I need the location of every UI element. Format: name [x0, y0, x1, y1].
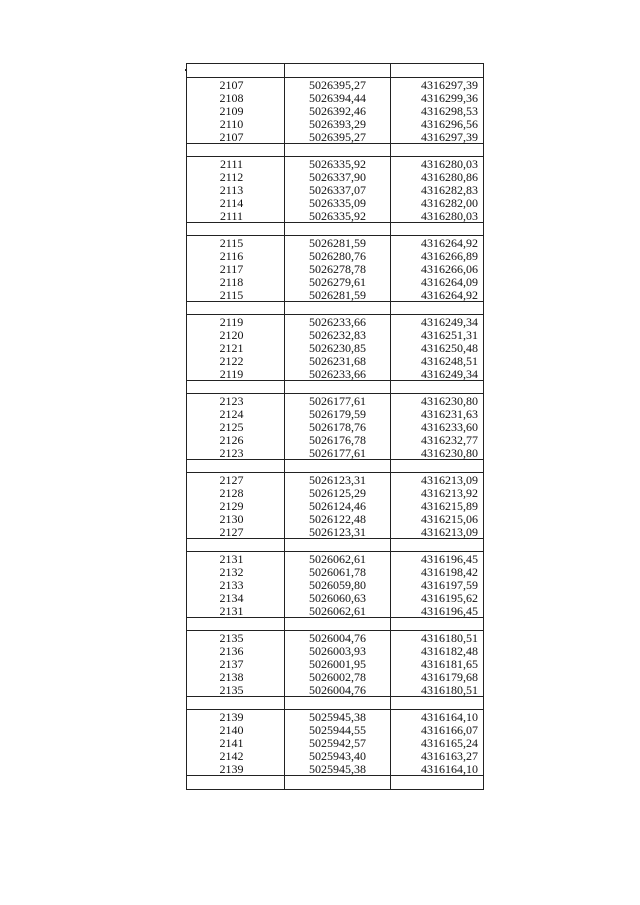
- y-coordinate-cell: 4316299,36: [391, 91, 484, 104]
- empty-cell: [391, 64, 484, 78]
- point-id-cell: 2117: [187, 262, 285, 275]
- x-coordinate-cell: 5026061,78: [285, 565, 391, 578]
- group-separator-row: [187, 460, 484, 473]
- table-row: [187, 710, 484, 724]
- group-separator-row: [187, 381, 484, 394]
- empty-cell: [285, 302, 391, 315]
- y-coordinate-cell: 4316230,80: [391, 446, 484, 460]
- empty-cell: [391, 144, 484, 157]
- x-coordinate-cell: 5026059,80: [285, 578, 391, 591]
- point-id-cell: 2123: [187, 394, 285, 408]
- x-coordinate-cell: 5026335,92: [285, 209, 391, 223]
- y-coordinate-cell: 4316233,60: [391, 420, 484, 433]
- x-coordinate-cell: 5026278,78: [285, 262, 391, 275]
- empty-cell: [285, 618, 391, 631]
- point-id-cell: 2133: [187, 578, 285, 591]
- point-id-cell: 2139: [187, 762, 285, 776]
- x-coordinate-cell: 5026392,46: [285, 104, 391, 117]
- table-row: [187, 762, 484, 776]
- table-row: [187, 328, 484, 341]
- point-id-cell: 2138: [187, 670, 285, 683]
- point-id-cell: 2128: [187, 486, 285, 499]
- point-id-cell: 2127: [187, 525, 285, 539]
- empty-cell: [285, 144, 391, 157]
- point-id-cell: 2112: [187, 170, 285, 183]
- table-row: [187, 407, 484, 420]
- point-id-cell: 2137: [187, 657, 285, 670]
- x-coordinate-cell: 5026176,78: [285, 433, 391, 446]
- empty-cell: [391, 776, 484, 790]
- x-coordinate-cell: 5026232,83: [285, 328, 391, 341]
- point-id-cell: 2119: [187, 367, 285, 381]
- x-coordinate-cell: 5026003,93: [285, 644, 391, 657]
- point-id-cell: 2118: [187, 275, 285, 288]
- point-id-cell: 2135: [187, 683, 285, 697]
- table-row: [187, 262, 484, 275]
- y-coordinate-cell: 4316196,45: [391, 604, 484, 618]
- table-row: [187, 249, 484, 262]
- point-id-cell: 2125: [187, 420, 285, 433]
- y-coordinate-cell: 4316180,51: [391, 631, 484, 645]
- y-coordinate-cell: 4316165,24: [391, 736, 484, 749]
- y-coordinate-cell: 4316231,63: [391, 407, 484, 420]
- y-coordinate-cell: 4316213,92: [391, 486, 484, 499]
- empty-cell: [187, 697, 285, 710]
- x-coordinate-cell: 5026123,31: [285, 525, 391, 539]
- group-separator-row: [187, 697, 484, 710]
- table-row: [187, 354, 484, 367]
- point-id-cell: 2110: [187, 117, 285, 130]
- empty-cell: [187, 381, 285, 394]
- y-coordinate-cell: 4316180,51: [391, 683, 484, 697]
- x-coordinate-cell: 5026230,85: [285, 341, 391, 354]
- table-row: [187, 644, 484, 657]
- table-row: [187, 104, 484, 117]
- table-row: [187, 130, 484, 144]
- empty-cell: [285, 539, 391, 552]
- x-coordinate-cell: 5026062,61: [285, 552, 391, 566]
- table-row: [187, 275, 484, 288]
- y-coordinate-cell: 4316213,09: [391, 525, 484, 539]
- table-row: [187, 552, 484, 566]
- point-id-cell: 2111: [187, 157, 285, 171]
- empty-cell: [285, 381, 391, 394]
- table-row: [187, 670, 484, 683]
- group-separator-row: [187, 302, 484, 315]
- x-coordinate-cell: 5025942,57: [285, 736, 391, 749]
- empty-cell: [391, 460, 484, 473]
- y-coordinate-cell: 4316264,09: [391, 275, 484, 288]
- x-coordinate-cell: 5026279,61: [285, 275, 391, 288]
- x-coordinate-cell: 5026233,66: [285, 315, 391, 329]
- y-coordinate-cell: 4316197,59: [391, 578, 484, 591]
- x-coordinate-cell: 5026177,61: [285, 446, 391, 460]
- point-id-cell: 2140: [187, 723, 285, 736]
- y-coordinate-cell: 4316280,03: [391, 209, 484, 223]
- empty-cell: [391, 539, 484, 552]
- point-id-cell: 2109: [187, 104, 285, 117]
- group-separator-row: [187, 144, 484, 157]
- table-row: [187, 499, 484, 512]
- x-coordinate-cell: 5026233,66: [285, 367, 391, 381]
- table-row: [187, 473, 484, 487]
- table-row: [187, 157, 484, 171]
- x-coordinate-cell: 5026060,63: [285, 591, 391, 604]
- coordinates-table: [186, 63, 484, 790]
- x-coordinate-cell: 5025944,55: [285, 723, 391, 736]
- empty-cell: [187, 302, 285, 315]
- x-coordinate-cell: 5026335,92: [285, 157, 391, 171]
- y-coordinate-cell: 4316215,89: [391, 499, 484, 512]
- x-coordinate-cell: 5026177,61: [285, 394, 391, 408]
- point-id-cell: 2115: [187, 288, 285, 302]
- y-coordinate-cell: 4316179,68: [391, 670, 484, 683]
- group-separator-row: [187, 223, 484, 236]
- table-row: [187, 315, 484, 329]
- table-row: [187, 394, 484, 408]
- empty-cell: [187, 776, 285, 790]
- point-id-cell: 2124: [187, 407, 285, 420]
- empty-cell: [285, 460, 391, 473]
- empty-cell: [391, 223, 484, 236]
- y-coordinate-cell: 4316282,83: [391, 183, 484, 196]
- y-coordinate-cell: 4316266,89: [391, 249, 484, 262]
- point-id-cell: 2113: [187, 183, 285, 196]
- table-row: [187, 578, 484, 591]
- point-id-cell: 2132: [187, 565, 285, 578]
- x-coordinate-cell: 5026281,59: [285, 236, 391, 250]
- x-coordinate-cell: 5026179,59: [285, 407, 391, 420]
- y-coordinate-cell: 4316182,48: [391, 644, 484, 657]
- table-row: [187, 525, 484, 539]
- table-row: [187, 749, 484, 762]
- point-id-cell: 2134: [187, 591, 285, 604]
- point-id-cell: 2119: [187, 315, 285, 329]
- x-coordinate-cell: 5025945,38: [285, 762, 391, 776]
- x-coordinate-cell: 5026062,61: [285, 604, 391, 618]
- y-coordinate-cell: 4316297,39: [391, 78, 484, 92]
- group-separator-row: [187, 539, 484, 552]
- empty-cell: [187, 223, 285, 236]
- point-id-cell: 2120: [187, 328, 285, 341]
- point-id-cell: 2142: [187, 749, 285, 762]
- x-coordinate-cell: 5025945,38: [285, 710, 391, 724]
- empty-cell: [187, 64, 285, 78]
- point-id-cell: 2130: [187, 512, 285, 525]
- x-coordinate-cell: 5026123,31: [285, 473, 391, 487]
- point-id-cell: 2136: [187, 644, 285, 657]
- empty-cell: [285, 697, 391, 710]
- point-id-cell: 2111: [187, 209, 285, 223]
- empty-cell: [187, 539, 285, 552]
- empty-cell: [187, 144, 285, 157]
- coordinates-table-body: [187, 64, 484, 790]
- y-coordinate-cell: 4316198,42: [391, 565, 484, 578]
- y-coordinate-cell: 4316297,39: [391, 130, 484, 144]
- table-row: [187, 486, 484, 499]
- empty-cell: [187, 618, 285, 631]
- point-id-cell: 2141: [187, 736, 285, 749]
- table-row: [187, 78, 484, 92]
- table-row: [187, 446, 484, 460]
- table-row: [187, 433, 484, 446]
- table-row: [187, 288, 484, 302]
- table-row: [187, 183, 484, 196]
- table-row: [187, 723, 484, 736]
- y-coordinate-cell: 4316248,51: [391, 354, 484, 367]
- x-coordinate-cell: 5026337,07: [285, 183, 391, 196]
- table-row: [187, 683, 484, 697]
- table-row: [187, 341, 484, 354]
- x-coordinate-cell: 5026231,68: [285, 354, 391, 367]
- x-coordinate-cell: 5026337,90: [285, 170, 391, 183]
- x-coordinate-cell: 5025943,40: [285, 749, 391, 762]
- y-coordinate-cell: 4316264,92: [391, 288, 484, 302]
- point-id-cell: 2108: [187, 91, 285, 104]
- x-coordinate-cell: 5026393,29: [285, 117, 391, 130]
- y-coordinate-cell: 4316250,48: [391, 341, 484, 354]
- footer-spacer-row: [187, 776, 484, 790]
- x-coordinate-cell: 5026125,29: [285, 486, 391, 499]
- table-row: [187, 117, 484, 130]
- table-row: [187, 512, 484, 525]
- empty-cell: [391, 381, 484, 394]
- y-coordinate-cell: 4316213,09: [391, 473, 484, 487]
- y-coordinate-cell: 4316166,07: [391, 723, 484, 736]
- group-separator-row: [187, 618, 484, 631]
- table-row: [187, 591, 484, 604]
- x-coordinate-cell: 5026001,95: [285, 657, 391, 670]
- point-id-cell: 2123: [187, 446, 285, 460]
- y-coordinate-cell: 4316196,45: [391, 552, 484, 566]
- point-id-cell: 2115: [187, 236, 285, 250]
- x-coordinate-cell: 5026178,76: [285, 420, 391, 433]
- y-coordinate-cell: 4316296,56: [391, 117, 484, 130]
- y-coordinate-cell: 4316298,53: [391, 104, 484, 117]
- x-coordinate-cell: 5026335,09: [285, 196, 391, 209]
- point-id-cell: 2107: [187, 78, 285, 92]
- y-coordinate-cell: 4316232,77: [391, 433, 484, 446]
- x-coordinate-cell: 5026124,46: [285, 499, 391, 512]
- y-coordinate-cell: 4316249,34: [391, 367, 484, 381]
- table-row: [187, 565, 484, 578]
- x-coordinate-cell: 5026281,59: [285, 288, 391, 302]
- table-row: [187, 209, 484, 223]
- empty-cell: [391, 302, 484, 315]
- point-id-cell: 2131: [187, 604, 285, 618]
- y-coordinate-cell: 4316164,10: [391, 762, 484, 776]
- table-row: [187, 91, 484, 104]
- y-coordinate-cell: 4316215,06: [391, 512, 484, 525]
- table-row: [187, 631, 484, 645]
- empty-cell: [391, 697, 484, 710]
- point-id-cell: 2122: [187, 354, 285, 367]
- x-coordinate-cell: 5026280,76: [285, 249, 391, 262]
- point-id-cell: 2139: [187, 710, 285, 724]
- header-spacer-row: [187, 64, 484, 78]
- table-row: [187, 657, 484, 670]
- empty-cell: [285, 776, 391, 790]
- table-row: [187, 420, 484, 433]
- y-coordinate-cell: 4316164,10: [391, 710, 484, 724]
- point-id-cell: 2135: [187, 631, 285, 645]
- x-coordinate-cell: 5026004,76: [285, 631, 391, 645]
- table-row: [187, 604, 484, 618]
- point-id-cell: 2116: [187, 249, 285, 262]
- y-coordinate-cell: 4316264,92: [391, 236, 484, 250]
- y-coordinate-cell: 4316280,03: [391, 157, 484, 171]
- point-id-cell: 2126: [187, 433, 285, 446]
- x-coordinate-cell: 5026395,27: [285, 78, 391, 92]
- table-row: [187, 196, 484, 209]
- table-row: [187, 170, 484, 183]
- point-id-cell: 2114: [187, 196, 285, 209]
- point-id-cell: 2129: [187, 499, 285, 512]
- empty-cell: [187, 460, 285, 473]
- y-coordinate-cell: 4316230,80: [391, 394, 484, 408]
- y-coordinate-cell: 4316195,62: [391, 591, 484, 604]
- y-coordinate-cell: 4316249,34: [391, 315, 484, 329]
- x-coordinate-cell: 5026395,27: [285, 130, 391, 144]
- x-coordinate-cell: 5026122,48: [285, 512, 391, 525]
- point-id-cell: 2107: [187, 130, 285, 144]
- point-id-cell: 2121: [187, 341, 285, 354]
- y-coordinate-cell: 4316280,86: [391, 170, 484, 183]
- x-coordinate-cell: 5026004,76: [285, 683, 391, 697]
- point-id-cell: 2131: [187, 552, 285, 566]
- x-coordinate-cell: 5026002,78: [285, 670, 391, 683]
- y-coordinate-cell: 4316163,27: [391, 749, 484, 762]
- table-row: [187, 736, 484, 749]
- empty-cell: [285, 223, 391, 236]
- table-row: [187, 236, 484, 250]
- y-coordinate-cell: 4316282,00: [391, 196, 484, 209]
- point-id-cell: 2127: [187, 473, 285, 487]
- empty-cell: [391, 618, 484, 631]
- x-coordinate-cell: 5026394,44: [285, 91, 391, 104]
- empty-cell: [285, 64, 391, 78]
- y-coordinate-cell: 4316181,65: [391, 657, 484, 670]
- table-row: [187, 367, 484, 381]
- y-coordinate-cell: 4316266,06: [391, 262, 484, 275]
- y-coordinate-cell: 4316251,31: [391, 328, 484, 341]
